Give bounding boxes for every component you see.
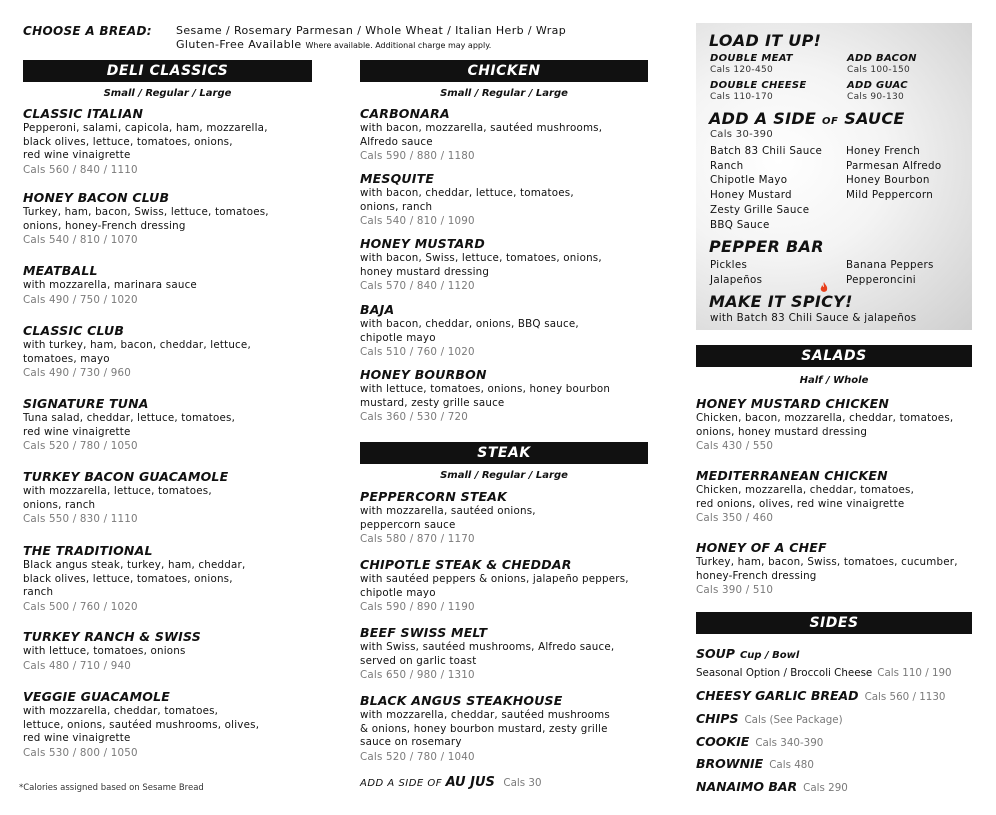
desc-line: honey-French dressing — [696, 569, 817, 582]
item-name: HONEY MUSTARD — [360, 236, 485, 251]
item-desc — [360, 187, 660, 214]
sauce-item: BBQ Sauce — [710, 218, 770, 231]
sauce-item: Honey French — [846, 145, 921, 157]
item-cals: Cals 540 / 810 / 1090 — [360, 215, 475, 227]
item-name: MEATBALL — [23, 263, 98, 278]
sauce-item: Zesty Grille Sauce — [710, 203, 810, 216]
garlic-bread-line — [696, 688, 945, 703]
item-name: TURKEY BACON GUACAMOLE — [23, 469, 229, 484]
desc-line: with mozzarella, marinara sauce — [23, 279, 197, 291]
desc-line: with bacon, cheddar, onions, BBQ sauce, — [360, 318, 579, 330]
desc-line: with lettuce, tomatoes, onions, honey bourbon — [360, 383, 611, 395]
desc-line: Pepperoni, salami, capicola, ham, mozzarella, — [23, 122, 268, 134]
item-name: PEPPERCORN STEAK — [360, 489, 508, 504]
load-it-up-box — [696, 23, 972, 330]
calories-footnote: *Calories assigned based on Sesame Bread — [19, 783, 204, 793]
desc-line: with bacon, cheddar, lettuce, tomatoes, — [360, 187, 574, 199]
item-cals: Cals 590 / 890 / 1190 — [360, 601, 475, 613]
gluten-free-label: Gluten-Free Available — [176, 38, 302, 51]
soup-desc: Seasonal Option / Broccoli Cheese — [696, 667, 873, 679]
item-desc — [696, 556, 972, 583]
item-cals: Cals 520 / 780 / 1050 — [23, 440, 138, 452]
item-name: HONEY MUSTARD CHICKEN — [696, 396, 890, 411]
soup-desc-line — [696, 667, 952, 679]
soup-line — [696, 646, 799, 661]
item-desc — [23, 412, 323, 439]
sauce-item: Chipotle Mayo — [710, 174, 788, 187]
menu-item — [23, 323, 323, 381]
desc-line: chipotle mayo — [360, 586, 436, 599]
desc-line: red wine vinaigrette — [23, 149, 131, 161]
menu-item — [696, 540, 972, 598]
sauce-cals: Cals 30-390 — [710, 129, 773, 140]
desc-line: with bacon, mozzarella, sautéed mushrooms, — [360, 122, 603, 134]
sauce-title-a: ADD A SIDE — [709, 109, 817, 128]
item-name: BLACK ANGUS STEAKHOUSE — [360, 693, 563, 708]
item-name: HONEY BACON CLUB — [23, 190, 170, 205]
menu-item — [360, 236, 660, 294]
chips-cals: Cals (See Package) — [744, 714, 843, 726]
desc-line: Black angus steak, turkey, ham, cheddar, — [23, 559, 246, 571]
desc-line: Chicken, mozzarella, cheddar, tomatoes, — [696, 484, 915, 496]
sauce-item: Honey Bourbon — [846, 174, 930, 187]
item-name: CLASSIC ITALIAN — [23, 106, 144, 121]
menu-item — [23, 190, 323, 248]
pepper-bar-title: PEPPER BAR — [709, 237, 824, 256]
item-desc — [360, 709, 660, 750]
item-desc — [696, 484, 972, 511]
desc-line: black olives, lettuce, tomatoes, onions, — [23, 135, 233, 148]
bread-options-list: Sesame / Rosemary Parmesan / Whole Wheat / Italian Herb / Wrap — [176, 24, 567, 37]
item-desc — [360, 383, 660, 410]
menu-item — [360, 557, 660, 615]
desc-line: with mozzarella, sautéed onions, — [360, 505, 536, 517]
brownie-line — [696, 756, 814, 771]
desc-line: sauce on rosemary — [360, 736, 462, 748]
item-cals: Cals 580 / 870 / 1170 — [360, 533, 475, 545]
item-name: HONEY BOURBON — [360, 367, 487, 382]
salads-sizes: Half / Whole — [799, 375, 869, 386]
double-cheese-cals: Cals 110-170 — [710, 92, 774, 102]
pepper-item: Pickles — [710, 259, 748, 271]
desc-line: onions, honey mustard dressing — [696, 425, 868, 438]
menu-item — [360, 171, 660, 229]
au-jus-prefix: ADD A SIDE OF — [360, 778, 443, 789]
desc-line: red wine vinaigrette — [23, 425, 131, 438]
item-desc — [23, 206, 323, 233]
sides-header: SIDES — [696, 612, 972, 634]
add-bacon: ADD BACON — [847, 53, 917, 64]
peppers-left — [710, 258, 762, 287]
desc-line: & onions, honey bourbon mustard, zesty grille — [360, 722, 608, 735]
soup-name: SOUP — [696, 646, 735, 661]
desc-line: with lettuce, tomatoes, onions — [23, 645, 186, 657]
au-jus-name: AU JUS — [445, 775, 495, 790]
item-desc — [360, 505, 660, 532]
item-name: CARBONARA — [360, 106, 450, 121]
gluten-free-line — [176, 38, 566, 53]
desc-line: onions, honey-French dressing — [23, 219, 186, 232]
item-cals: Cals 530 / 800 / 1050 — [23, 746, 138, 759]
desc-line: red wine vinaigrette — [23, 732, 131, 744]
item-name: SIGNATURE TUNA — [23, 396, 149, 411]
item-name: CHIPOTLE STEAK & CHEDDAR — [360, 557, 572, 572]
make-it-spicy-title: MAKE IT SPICY! — [709, 292, 853, 311]
bread-note: Where available. Additional charge may apply. — [305, 41, 492, 50]
item-desc — [23, 339, 323, 366]
desc-line: mustard, zesty grille sauce — [360, 396, 505, 409]
desc-line: black olives, lettuce, tomatoes, onions, — [23, 572, 233, 585]
desc-line: lettuce, onions, sautéed mushrooms, olives, — [23, 718, 260, 731]
desc-line: ranch — [23, 586, 54, 598]
brownie-cals: Cals 480 — [769, 759, 814, 771]
item-desc — [360, 252, 660, 279]
item-cals: Cals 590 / 880 / 1180 — [360, 150, 475, 162]
double-cheese: DOUBLE CHEESE — [710, 80, 807, 91]
sauces-right — [846, 144, 941, 203]
sauce-title-b: SAUCE — [844, 109, 905, 128]
sauce-item: Honey Mustard — [710, 189, 792, 202]
item-desc — [23, 645, 323, 659]
menu-item — [23, 689, 323, 760]
item-name: BEEF SWISS MELT — [360, 625, 488, 640]
item-cals: Cals 520 / 780 / 1040 — [360, 750, 475, 763]
add-guac: ADD GUAC — [847, 80, 908, 91]
cookie-line — [696, 734, 823, 749]
desc-line: Tuna salad, cheddar, lettuce, tomatoes, — [23, 412, 236, 424]
menu-item — [23, 263, 323, 307]
desc-line: with sautéed peppers & onions, jalapeño peppers, — [360, 573, 629, 585]
pepper-item: Banana Peppers — [846, 259, 934, 271]
bread-selector — [23, 24, 623, 54]
desc-line: tomatoes, mayo — [23, 352, 110, 365]
chicken-sizes: Small / Regular / Large — [440, 88, 568, 99]
garlic-bread-cals: Cals 560 / 1130 — [864, 691, 946, 703]
item-desc — [23, 279, 323, 293]
sauce-item: Parmesan Alfredo — [846, 159, 942, 172]
desc-line: Alfredo sauce — [360, 135, 433, 148]
bread-options — [176, 24, 566, 53]
item-desc — [23, 705, 323, 746]
menu-item — [360, 625, 660, 683]
item-desc — [360, 573, 660, 600]
peppers-right — [846, 258, 934, 287]
item-name: HONEY OF A CHEF — [696, 540, 827, 555]
desc-line: chipotle mayo — [360, 331, 436, 344]
menu-item — [360, 489, 660, 547]
item-desc — [360, 122, 660, 149]
menu-item — [360, 367, 660, 425]
item-desc — [696, 412, 972, 439]
deli-classics-header: DELI CLASSICS — [23, 60, 312, 82]
menu-item — [360, 693, 660, 764]
item-desc — [360, 641, 660, 668]
menu-item — [360, 106, 660, 164]
steak-sizes: Small / Regular / Large — [440, 470, 568, 481]
desc-line: with bacon, Swiss, lettuce, tomatoes, onions, — [360, 252, 602, 264]
item-desc — [23, 485, 323, 512]
desc-line: red onions, olives, red wine vinaigrette — [696, 497, 905, 510]
item-name: BAJA — [360, 302, 395, 317]
item-cals: Cals 510 / 760 / 1020 — [360, 346, 475, 358]
desc-line: with turkey, ham, bacon, cheddar, lettuce, — [23, 339, 251, 351]
item-cals: Cals 360 / 530 / 720 — [360, 411, 468, 423]
double-meat: DOUBLE MEAT — [710, 53, 793, 64]
menu-item — [23, 396, 323, 454]
sauce-item: Mild Peppercorn — [846, 189, 934, 202]
cookie-cals: Cals 340-390 — [755, 737, 824, 749]
item-cals: Cals 430 / 550 — [696, 440, 774, 452]
menu-item — [23, 543, 323, 614]
item-name: THE TRADITIONAL — [23, 543, 153, 558]
brownie-name: BROWNIE — [696, 756, 764, 771]
item-name: TURKEY RANCH & SWISS — [23, 629, 201, 644]
cookie-name: COOKIE — [696, 734, 750, 749]
au-jus-cals: Cals 30 — [503, 777, 542, 789]
item-name: MEDITERRANEAN CHICKEN — [696, 468, 888, 483]
item-desc — [23, 559, 323, 600]
nanaimo-bar-name: NANAIMO BAR — [696, 779, 798, 794]
sauce-title — [709, 109, 905, 128]
soup-cals: Cals 110 / 190 — [877, 667, 952, 679]
item-cals: Cals 390 / 510 — [696, 584, 774, 596]
pepper-item: Pepperoncini — [846, 273, 916, 286]
item-cals: Cals 570 / 840 / 1120 — [360, 280, 475, 292]
garlic-bread-name: CHEESY GARLIC BREAD — [696, 688, 859, 703]
desc-line: with mozzarella, cheddar, sautéed mushrooms — [360, 709, 610, 721]
desc-line: with Swiss, sautéed mushrooms, Alfredo sauce, — [360, 641, 615, 653]
steak-header: STEAK — [360, 442, 648, 464]
make-it-spicy-desc: with Batch 83 Chili Sauce & jalapeños — [710, 312, 917, 324]
soup-size: Cup / Bowl — [739, 650, 800, 661]
add-bacon-cals: Cals 100-150 — [847, 65, 911, 75]
deli-sizes: Small / Regular / Large — [103, 88, 232, 99]
chicken-header: CHICKEN — [360, 60, 648, 82]
load-title: LOAD IT UP! — [709, 31, 822, 50]
add-guac-cals: Cals 90-130 — [847, 92, 905, 102]
menu-item — [696, 468, 972, 526]
salads-header: SALADS — [696, 345, 972, 367]
desc-line: with mozzarella, cheddar, tomatoes, — [23, 705, 219, 717]
bread-title: CHOOSE A BREAD: — [23, 24, 152, 38]
desc-line: Turkey, ham, bacon, Swiss, lettuce, tomatoes, — [23, 206, 269, 218]
double-meat-cals: Cals 120-450 — [710, 65, 774, 75]
desc-line: Chicken, bacon, mozzarella, cheddar, tomatoes, — [696, 412, 954, 424]
chips-line — [696, 711, 843, 726]
item-name: VEGGIE GUACAMOLE — [23, 689, 171, 704]
sauce-item: Ranch — [710, 159, 744, 172]
menu-item — [23, 629, 323, 673]
item-cals: Cals 490 / 730 / 960 — [23, 367, 131, 379]
item-cals: Cals 550 / 830 / 1110 — [23, 513, 138, 525]
item-cals: Cals 350 / 460 — [696, 512, 774, 524]
chips-name: CHIPS — [696, 711, 739, 726]
item-cals: Cals 500 / 760 / 1020 — [23, 600, 138, 613]
sauces-left — [710, 144, 822, 232]
menu-item — [23, 106, 323, 177]
item-cals: Cals 490 / 750 / 1020 — [23, 293, 138, 306]
item-cals: Cals 560 / 840 / 1110 — [23, 163, 138, 176]
nanaimo-bar-line — [696, 779, 848, 794]
item-desc — [23, 122, 323, 163]
au-jus-line — [360, 775, 542, 790]
item-name: MESQUITE — [360, 171, 435, 186]
pepper-item: Jalapeños — [710, 273, 763, 286]
sauce-item: Batch 83 Chili Sauce — [710, 145, 823, 157]
desc-line: with mozzarella, lettuce, tomatoes, — [23, 485, 212, 497]
desc-line: peppercorn sauce — [360, 518, 456, 531]
desc-line: honey mustard dressing — [360, 265, 490, 278]
item-name: CLASSIC CLUB — [23, 323, 125, 338]
desc-line: served on garlic toast — [360, 654, 477, 667]
item-cals: Cals 540 / 810 / 1070 — [23, 234, 138, 246]
item-cals: Cals 480 / 710 / 940 — [23, 659, 131, 672]
menu-item — [696, 396, 972, 454]
menu-item — [360, 302, 660, 360]
desc-line: onions, ranch — [360, 200, 433, 213]
menu-item — [23, 469, 323, 527]
nanaimo-bar-cals: Cals 290 — [803, 782, 848, 794]
desc-line: Turkey, ham, bacon, Swiss, tomatoes, cucumber, — [696, 556, 958, 568]
item-desc — [360, 318, 660, 345]
sauce-title-of: OF — [822, 116, 839, 127]
desc-line: onions, ranch — [23, 498, 96, 511]
item-cals: Cals 650 / 980 / 1310 — [360, 669, 475, 681]
